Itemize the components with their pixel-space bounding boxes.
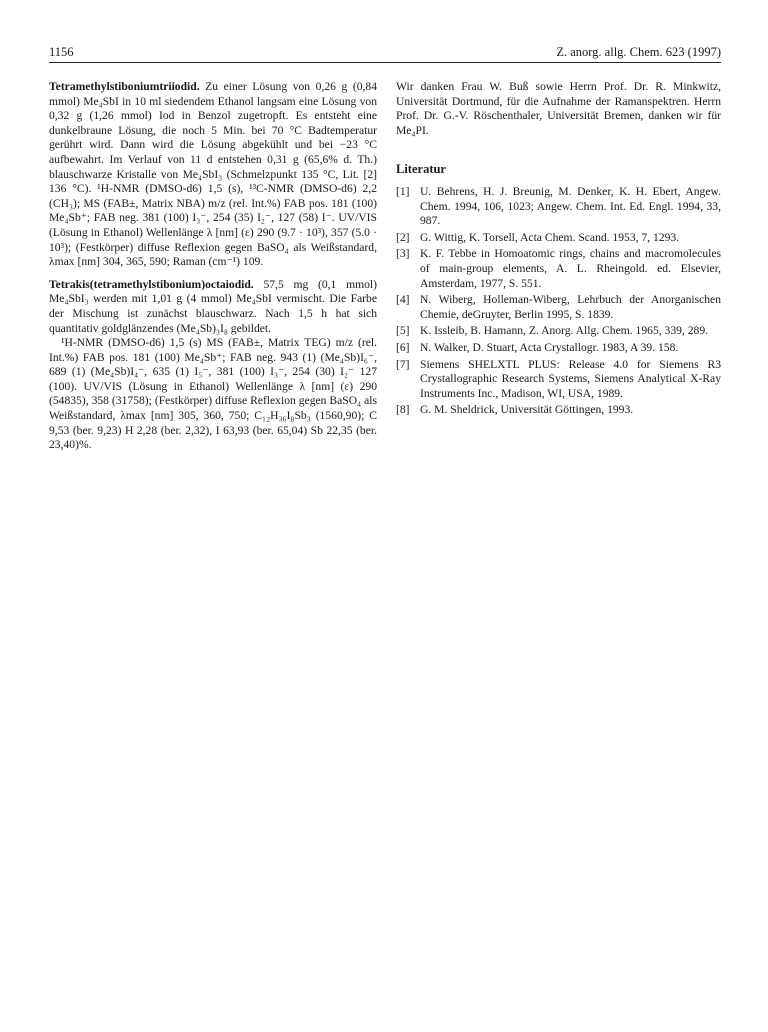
- reference-text: K. Issleib, B. Hamann, Z. Anorg. Allg. Chem. 1965, 339, 289.: [420, 324, 709, 338]
- reference-number: [1]: [396, 184, 410, 198]
- reference-number: [4]: [396, 293, 410, 307]
- acknowledgements: Wir danken Frau W. Buß sowie Herrn Prof. Dr. R. Minkwitz, Universität Dortmund, für die Aufnahme der Ramanspektren. Herrn Prof. Dr. G.-V. Röschenthaler, Universität Bremen, danken wir für Me₄PI.: [396, 80, 721, 137]
- reference-text: N. Wiberg, Holleman-Wiberg, Lehrbuch der Anorganischen Chemie, deGruyter, Berlin 1995, S. 1839.: [420, 293, 721, 321]
- heading-triiodide: Tetramethylstiboniumtriiodid.: [49, 80, 200, 93]
- body-octaiodide: 57,5 mg (0,1 mmol) Me₄SbI₃ werden mit 1,01 g (4 mmol) Me₄SbI vermischt. Die Farbe der Mischung ist zunächst blauschwarz. Nach 1,5 h hat sich quantitativ goldglänzendes (Me₄Sb)₃I₈ gebildet.: [49, 277, 377, 335]
- reference-number: [5]: [396, 324, 410, 338]
- reference-number: [8]: [396, 403, 410, 417]
- paragraph-triiodide: [49, 80, 377, 270]
- journal-citation: Z. anorg. allg. Chem. 623 (1997): [556, 45, 721, 59]
- reference-text: G. Wittig, K. Torsell, Acta Chem. Scand. 1953, 7, 1293.: [420, 230, 680, 244]
- heading-octaiodide: Tetrakis(tetramethylstibonium)octaiodid.: [49, 277, 254, 291]
- page-number: 1156: [49, 45, 74, 59]
- reference-item: [396, 293, 721, 322]
- reference-item: [396, 185, 721, 229]
- reference-number: [3]: [396, 247, 410, 261]
- reference-item: [396, 231, 721, 246]
- references-heading: Literatur: [396, 162, 446, 177]
- reference-item: [396, 324, 721, 339]
- reference-item: [396, 358, 721, 402]
- reference-text: U. Behrens, H. J. Breunig, M. Denker, K. H. Ebert, Angew. Chem. 1994, 106, 1023; Angew. Chem. Int. Ed. Engl. 1994, 33, 987.: [420, 184, 721, 228]
- reference-text: K. F. Tebbe in Homoatomic rings, chains and macromolecules of main-group elements, A. L. Rheingold. ed. Elsevier, Amsterdam, 1977, S. 551.: [420, 247, 721, 290]
- reference-item: [396, 403, 721, 418]
- left-column: [49, 80, 377, 453]
- reference-text: N. Walker, D. Stuart, Acta Crystallogr. 1983, A 39. 158.: [420, 340, 679, 354]
- right-column: [396, 80, 721, 420]
- reference-number: [7]: [396, 357, 410, 371]
- reference-number: [2]: [396, 230, 410, 244]
- running-header: [49, 44, 721, 63]
- body-triiodide: Zu einer Lösung von 0,26 g (0,84 mmol) Me₄SbI in 10 ml siedendem Ethanol langsam eine Lösung von 0,32 g (1,26 mmol) Iod in Benzol zugetropft. Es entsteht eine dunkelbraune Lösung, die noch 5 Min. bei 70 °C Badtemperatur gerührt wird. Dann wird die Lösung abgekühlt und bei −23 °C aufbewahrt. Im Verlauf von 11 d entstehen 0,31 g (65,6% d. Th.) blauschwarze Kristalle von Me₄SbI₃ (Schmelzpunkt 135 °C, Lit. [2] 136 °C). ¹H-NMR (DMSO-d6) 1,5 (s), ¹³C-NMR (DMSO-d6) 2,2 (CH₃); MS (FAB±, Matrix NBA) m/z (rel. Int.%) FAB pos. 181 (100) Me₄Sb⁺; FAB neg. 381 (100) I₃⁻, 254 (35) I₂⁻, 127 (58) I⁻. UV/VIS (Lösung in Ethanol) Wellenlänge λ [nm] (ε) 290 (9.7 · 10³), 357 (5.0 · 10³); (Festkörper) diffuse Reflexion gegen BaSO₄ als Weißstandard, λmax [nm] 304, 365, 590; Raman (cm⁻¹) 109.: [49, 80, 377, 269]
- reference-text: Siemens SHELXTL PLUS: Release 4.0 for Siemens R3 Crystallographic Research Systems, Siemens Analytical X-Ray Instruments Inc., Madison, WI, USA, 1989.: [420, 357, 721, 400]
- paragraph-octaiodide: [49, 278, 377, 336]
- reference-text: G. M. Sheldrick, Universität Göttingen, 1993.: [420, 403, 634, 417]
- reference-number: [6]: [396, 340, 410, 354]
- references-list: [396, 185, 721, 418]
- reference-item: [396, 247, 721, 291]
- paragraph-octaiodide-data: ¹H-NMR (DMSO-d6) 1,5 (s) MS (FAB±, Matrix TEG) m/z (rel. Int.%) FAB pos. 181 (100) Me₄Sb⁺; FAB neg. 943 (1) (Me₄Sb)I₆⁻, 689 (1) (Me₄Sb)I₄⁻, 635 (1) I₅⁻, 381 (100) I₃⁻, 254 (30) I₂⁻ 127 (100). UV/VIS (Lösung in Ethanol) Wellenlänge λ [nm] (ε) 290 (54835), 358 (31758); (Festkörper) diffuse Reflexion gegen BaSO₄ als Weißstandard, λmax [nm] 305, 360, 750; C₁₂H₃₆I₈Sb₃ (1560,90); C 9,53 (ber. 9,23) H 2,28 (ber. 2,32), I 63,93 (ber. 65,04) Sb 22,35 (ber. 23,40)%.: [49, 336, 377, 452]
- reference-item: [396, 341, 721, 356]
